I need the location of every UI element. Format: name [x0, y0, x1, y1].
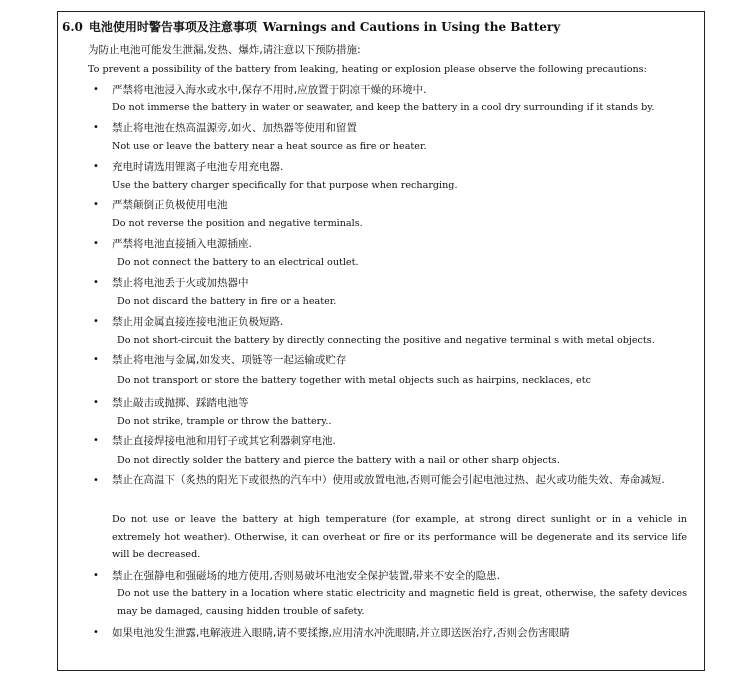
item-2-cn: 禁止将电池在热高温源旁,如火、加热器等使用和留置 [112, 122, 357, 134]
bullet-marker: • [93, 435, 99, 446]
section-heading [62, 18, 560, 35]
item-3-en: Use the battery charger specifically for that purpose when recharging. [112, 180, 458, 191]
bullet-marker: • [93, 570, 99, 581]
intro-cn: 为防止电池可能发生泄漏,发热、爆炸,请注意以下预防措施: [88, 44, 361, 56]
item-5-en: Do not connect the battery to an electrical outlet. [117, 257, 359, 268]
item-3-cn: 充电时请选用锂离子电池专用充电器. [112, 161, 284, 173]
item-13-cn: 如果电池发生泄露,电解液进入眼睛,请不要揉擦,应用清水冲洗眼睛,并立即送医治疗,否则会伤害眼睛 [112, 627, 570, 639]
bullet-marker: • [93, 161, 99, 172]
item-7-en: Do not short-circuit the battery by directly connecting the positive and negative terminal s with metal objects. [117, 335, 655, 346]
bullet-marker: • [93, 84, 99, 95]
bullet-marker: • [93, 199, 99, 210]
item-12-cn: 禁止在强静电和强磁场的地方使用,否则易破坏电池安全保护装置,带来不安全的隐患. [112, 570, 501, 582]
bullet-marker: • [93, 475, 99, 486]
intro-en: To prevent a possibility of the battery from leaking, heating or explosion please observe the following precautions: [88, 64, 647, 75]
item-4-cn: 严禁颠倒正负极使用电池 [112, 199, 228, 211]
section-title-en: Warnings and Cautions in Using the Battery [262, 20, 561, 34]
bullet-marker: • [93, 397, 99, 408]
bullet-marker: • [93, 627, 99, 638]
bullet-marker: • [93, 316, 99, 327]
item-11-cn: 禁止在高温下（炙热的阳光下或很热的汽车中）使用或放置电池,否则可能会引起电池过热、起火或功能失效、寿命减短. [112, 474, 665, 486]
item-12-en: Do not use the battery in a location where static electricity and magnetic field is great, otherwise, the safety devices may be damaged, causing hidden trouble of safety. [117, 588, 687, 617]
item-6-cn: 禁止将电池丢于火或加热器中 [112, 277, 249, 289]
item-5-cn: 严禁将电池直接插入电源插座. [112, 238, 252, 250]
item-10-cn: 禁止直接焊接电池和用钉子或其它利器刺穿电池. [112, 435, 336, 447]
item-2-en: Not use or leave the battery near a heat source as fire or heater. [112, 141, 427, 152]
section-number: 6.0 [62, 20, 83, 34]
item-11-en: Do not use or leave the battery at high temperature (for example, at strong direct sunlight or in a vehicle in extremely hot weather). Otherwise, it can overheat or fire or its performance will be degenerate and its service life will be decreased. [112, 514, 687, 560]
bullet-marker: • [93, 277, 99, 288]
item-9-en: Do not strike, trample or throw the battery.. [117, 416, 332, 427]
item-8-cn: 禁止将电池与金属,如发夹、项链等一起运输或贮存 [112, 354, 347, 366]
item-4-en: Do not reverse the position and negative terminals. [112, 218, 363, 229]
item-1-cn: 严禁将电池浸入海水或水中,保存不用时,应放置于阴凉干燥的环境中. [112, 84, 427, 96]
item-6-en: Do not discard the battery in fire or a heater. [117, 296, 337, 307]
item-9-cn: 禁止敲击或抛掷、踩踏电池等 [112, 397, 249, 409]
item-8-en: Do not transport or store the battery together with metal objects such as hairpins, necklaces, etc [117, 375, 591, 386]
item-7-cn: 禁止用金属直接连接电池正负极短路. [112, 316, 284, 328]
item-1-en: Do not immerse the battery in water or seawater, and keep the battery in a cool dry surrounding if it stands by. [112, 102, 655, 113]
bullet-marker: • [93, 122, 99, 133]
section-title-cn: 电池使用时警告事项及注意事项 [88, 20, 257, 34]
bullet-marker: • [93, 354, 99, 365]
bullet-marker: • [93, 238, 99, 249]
item-10-en: Do not directly solder the battery and pierce the battery with a nail or other sharp objects. [117, 455, 560, 466]
